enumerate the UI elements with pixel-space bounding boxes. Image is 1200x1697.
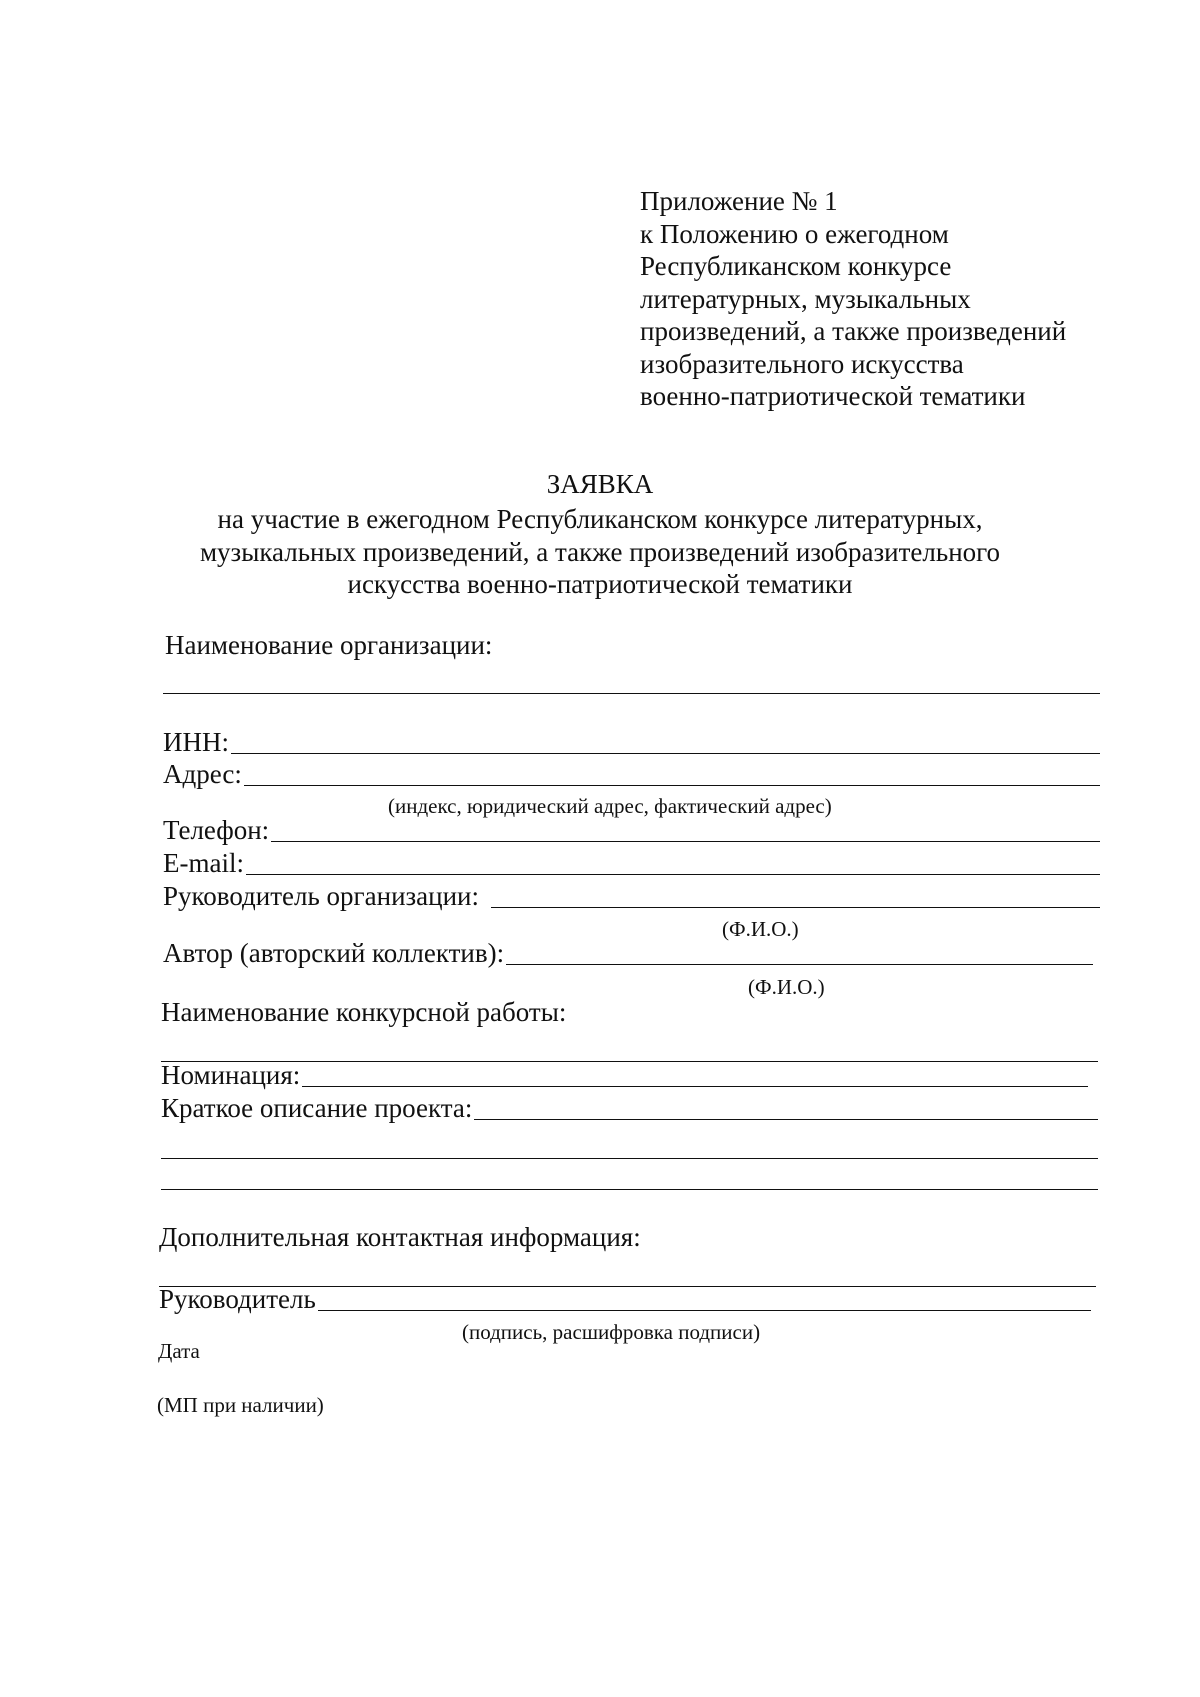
description-field[interactable] (161, 1093, 1098, 1123)
appendix-header (640, 185, 1110, 413)
appendix-line: к Положению о ежегодном (640, 218, 949, 249)
email-label: E-mail: (163, 848, 244, 878)
form-title: ЗАЯВКА (546, 469, 654, 499)
subtitle-line: на участие в ежегодном Республиканском конкурсе литературных, (217, 504, 983, 534)
nomination-line[interactable] (302, 1062, 1088, 1087)
phone-field[interactable] (163, 815, 1100, 845)
email-line[interactable] (246, 850, 1100, 875)
nomination-field[interactable] (161, 1060, 1088, 1090)
subtitle-line: искусства военно-патриотической тематики (347, 569, 853, 599)
signature-hint: (подпись, расшифровка подписи) (462, 1320, 761, 1344)
description-line[interactable] (474, 1095, 1098, 1120)
leader-line[interactable] (318, 1286, 1091, 1311)
stamp-label: (МП при наличии) (157, 1393, 324, 1417)
author-hint: (Ф.И.О.) (748, 975, 825, 999)
address-hint: (индекс, юридический адрес, фактический адрес) (388, 794, 832, 818)
extra-contact-label: Дополнительная контактная информация: (159, 1222, 641, 1252)
description-label: Краткое описание проекта: (161, 1093, 473, 1123)
head-label: Руководитель организации: (163, 881, 480, 911)
description-line-3[interactable] (161, 1189, 1098, 1190)
org-name-line[interactable] (163, 693, 1100, 694)
head-hint: (Ф.И.О.) (722, 917, 799, 941)
head-field[interactable] (163, 881, 1100, 911)
appendix-line: произведений, а также произведений (640, 316, 1067, 346)
form-subtitle (150, 503, 1050, 601)
leader-field[interactable] (159, 1284, 1091, 1314)
appendix-line: Республиканском конкурсе (640, 251, 952, 281)
leader-label: Руководитель (159, 1284, 316, 1314)
nomination-label: Номинация: (161, 1060, 301, 1090)
inn-label: ИНН: (163, 727, 229, 757)
org-name-label: Наименование организации: (165, 630, 493, 660)
appendix-line: военно-патриотической тематики (640, 381, 1026, 411)
address-label: Адрес: (163, 759, 242, 789)
phone-label: Телефон: (163, 815, 270, 845)
appendix-line: изобразительного искусства (640, 348, 964, 379)
phone-line[interactable] (271, 817, 1100, 842)
work-name-label: Наименование конкурсной работы: (161, 997, 567, 1027)
author-label: Автор (авторский коллектив): (163, 938, 505, 968)
appendix-line: Приложение № 1 (640, 186, 838, 216)
description-line-2[interactable] (161, 1158, 1098, 1159)
address-line[interactable] (244, 761, 1100, 786)
head-line[interactable] (491, 883, 1100, 908)
date-label: Дата (158, 1339, 200, 1363)
email-field[interactable] (163, 848, 1100, 878)
address-field[interactable] (163, 759, 1100, 789)
subtitle-line: музыкальных произведений, а также произведений изобразительного (199, 536, 1001, 567)
author-field[interactable] (163, 938, 1093, 968)
inn-line[interactable] (231, 729, 1100, 754)
inn-field[interactable] (163, 727, 1100, 757)
author-line[interactable] (506, 940, 1093, 965)
appendix-line: литературных, музыкальных (640, 283, 971, 314)
